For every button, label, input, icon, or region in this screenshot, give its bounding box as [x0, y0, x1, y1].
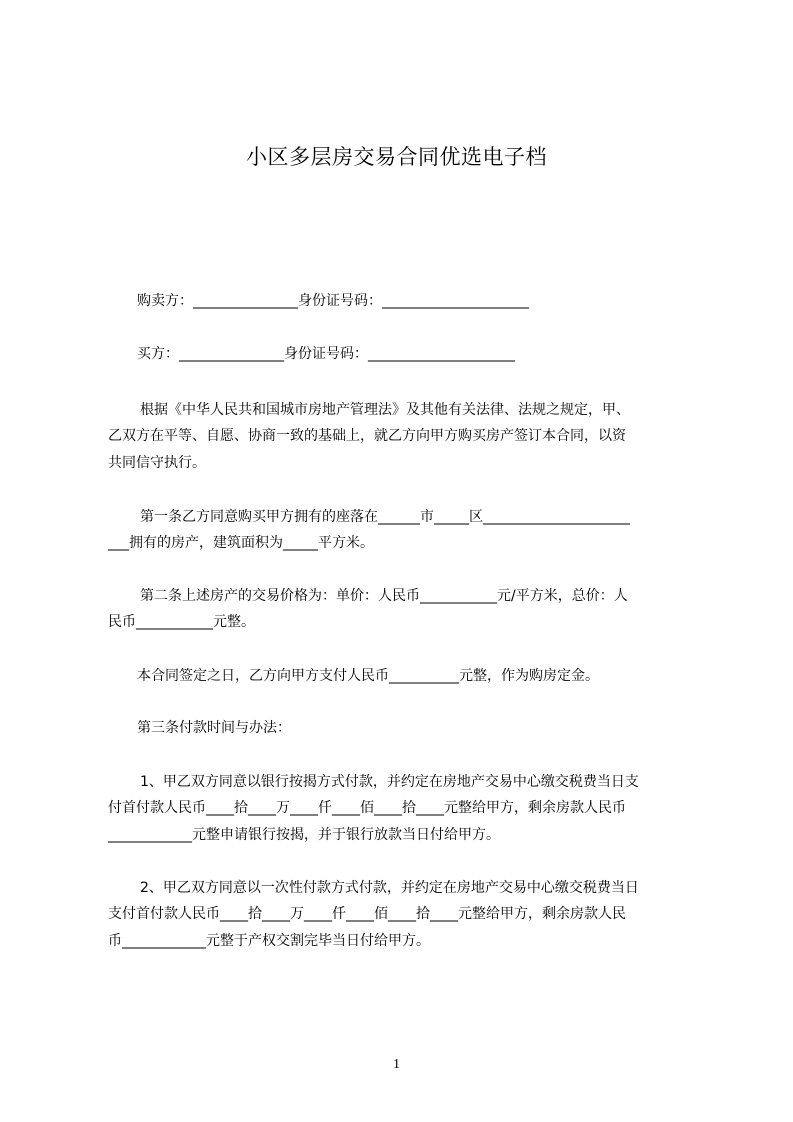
clause1-line-2: 付首付款人民币____拾____万____仟____佰____拾____元整给甲方，剩余房款人民币	[108, 800, 626, 816]
deposit-line: 本合同签定之日，乙方向甲方支付人民币__________元整，作为购房定金。	[137, 668, 599, 684]
intro-line-3: 共同信守执行。	[108, 455, 206, 471]
clause2-line-2: 支付首付款人民币____拾____万____仟____佰____拾____元整给甲方，剩余房款人民	[108, 906, 626, 922]
clause2-line-1: 2、甲乙双方同意以一次性付款方式付款，并约定在房地产交易中心缴交税费当日	[140, 880, 639, 896]
article1-line-1: 第一条乙方同意购买甲方拥有的座落在______市_____区_____________________	[140, 509, 630, 525]
clause2-line-3: 币____________元整于产权交割完毕当日付给甲方。	[108, 933, 430, 949]
article3-heading: 第三条付款时间与办法：	[137, 720, 291, 736]
clause1-line-3: ____________元整申请银行按揭，并于银行放款当日付给甲方。	[108, 827, 500, 843]
seller-line: 购卖方：_______________身份证号码：_____________________	[137, 293, 529, 309]
article1-line-2: ___拥有的房产，建筑面积为_____平方米。	[108, 535, 374, 551]
clause1-line-1: 1、甲乙双方同意以银行按揭方式付款，并约定在房地产交易中心缴交税费当日支	[140, 774, 639, 790]
intro-line-2: 乙双方在平等、自愿、协商一致的基础上，就乙方向甲方购买房产签订本合同，以资	[108, 428, 626, 444]
intro-line-1: 根据《中华人民共和国城市房地产管理法》及其他有关法律、法规之规定，甲、	[140, 402, 630, 418]
document-title: 小区多层房交易合同优选电子档	[246, 145, 547, 169]
buyer-line: 买方：_______________身份证号码：_____________________	[137, 346, 515, 362]
page-number: 1	[393, 1057, 400, 1072]
article2-line-1: 第二条上述房产的交易价格为：单价：人民币___________元/平方米，总价：人	[140, 588, 628, 604]
article2-line-2: 民币___________元整。	[108, 614, 255, 630]
